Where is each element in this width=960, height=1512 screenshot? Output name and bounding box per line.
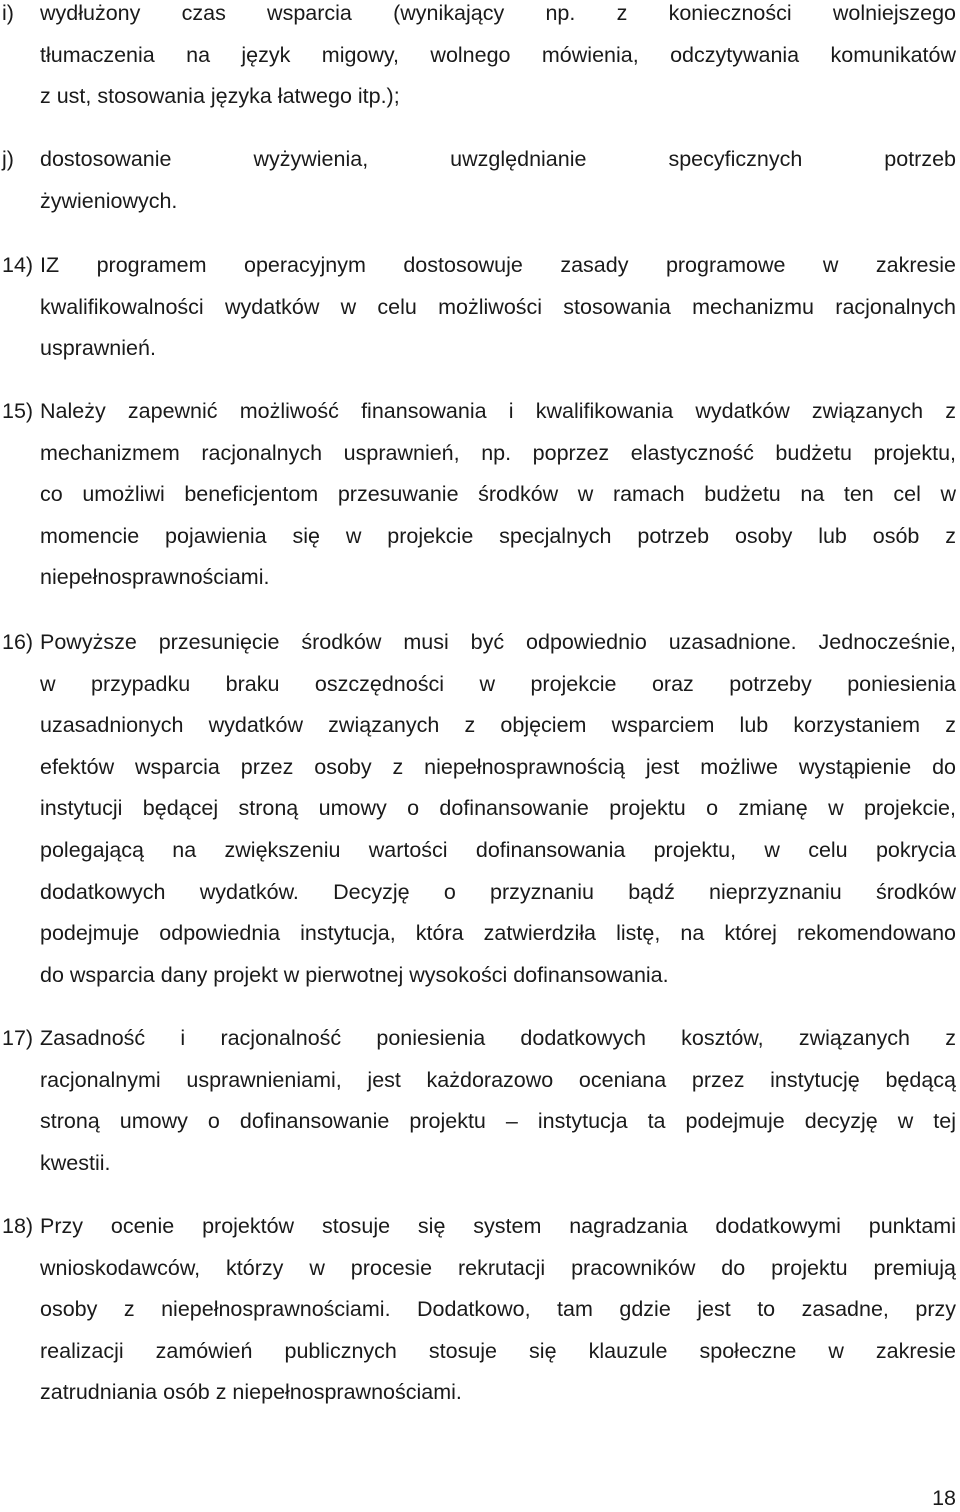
text-line: kwalifikowalności wydatków w celu możliwości stosowania mechanizmu racjonalnych <box>40 294 956 319</box>
text-line: żywieniowych. <box>40 188 178 213</box>
text-line: momencie pojawienia się w projekcie specjalnych potrzeb osoby lub osób z <box>40 523 956 548</box>
text-line: Należy zapewnić możliwość finansowania i kwalifikowania wydatków związanych z <box>40 399 956 423</box>
item-label: i) <box>2 1 14 25</box>
item-label: 16) <box>2 630 34 654</box>
text-line: uzasadnionych wydatków związanych z objęciem wsparciem lub korzystaniem z <box>40 713 956 738</box>
text-line: podejmuje odpowiednia instytucja, która zatwierdziła listę, na której rekomendowano <box>40 921 956 946</box>
text-line: usprawnień. <box>40 336 156 361</box>
text-line: racjonalnymi usprawnieniami, jest każdorazowo oceniana przez instytucję będącą <box>40 1067 956 1092</box>
text-line: niepełnosprawnościami. <box>40 565 270 590</box>
text-line: stroną umowy o dofinansowanie projektu – instytucja ta podejmuje decyzję w tej <box>40 1109 956 1134</box>
text-line: Zasadność i racjonalność poniesienia dodatkowych kosztów, związanych z <box>40 1026 956 1050</box>
text-line: efektów wsparcia przez osoby z niepełnosprawnością jest możliwe wystąpienie do <box>40 754 956 779</box>
page-number: 18 <box>932 1486 956 1510</box>
item-label: 18) <box>2 1214 34 1238</box>
text-line: z ust, stosowania języka łatwego itp.); <box>40 84 400 109</box>
text-line: wnioskodawców, którzy w procesie rekrutacji pracowników do projektu premiują <box>40 1255 956 1280</box>
text-line: co umożliwi beneficjentom przesuwanie środków w ramach budżetu na ten cel w <box>40 482 956 507</box>
text-line: mechanizmem racjonalnych usprawnień, np. poprzez elastyczność budżetu projektu, <box>40 440 956 465</box>
text-line: kwestii. <box>40 1150 111 1175</box>
item-label: 15) <box>2 399 34 423</box>
text-line: do wsparcia dany projekt w pierwotnej wysokości dofinansowania. <box>40 962 669 987</box>
text-line: osoby z niepełnosprawnościami. Dodatkowo, tam gdzie jest to zasadne, przy <box>40 1297 956 1322</box>
text-line: w przypadku braku oszczędności w projekcie oraz potrzeby poniesienia <box>40 671 956 696</box>
text-line: instytucji będącej stroną umowy o dofinansowanie projektu o zmianę w projekcie, <box>40 796 956 821</box>
text-line: dodatkowych wydatków. Decyzję o przyznaniu bądź nieprzyznaniu środków <box>40 879 956 904</box>
text-line: tłumaczenia na język migowy, wolnego mówienia, odczytywania komunikatów <box>40 42 956 67</box>
text-line: zatrudniania osób z niepełnosprawnościami. <box>40 1380 462 1405</box>
text-line: dostosowanie wyżywienia, uwzględnianie specyficznych potrzeb <box>40 147 956 171</box>
item-label: j) <box>2 147 14 171</box>
item-label: 17) <box>2 1026 34 1050</box>
text-line: Powyższe przesunięcie środków musi być odpowiednio uzasadnione. Jednocześnie, <box>40 630 956 654</box>
text-line: realizacji zamówień publicznych stosuje się klauzule społeczne w zakresie <box>40 1338 956 1363</box>
item-label: 14) <box>2 253 34 277</box>
text-line: IZ programem operacyjnym dostosowuje zasady programowe w zakresie <box>40 253 956 277</box>
text-line: wydłużony czas wsparcia (wynikający np. z konieczności wolniejszego <box>40 1 956 25</box>
text-line: polegającą na zwiększeniu wartości dofinansowania projektu, w celu pokrycia <box>40 838 956 862</box>
text-line: Przy ocenie projektów stosuje się system nagradzania dodatkowymi punktami <box>40 1214 956 1238</box>
